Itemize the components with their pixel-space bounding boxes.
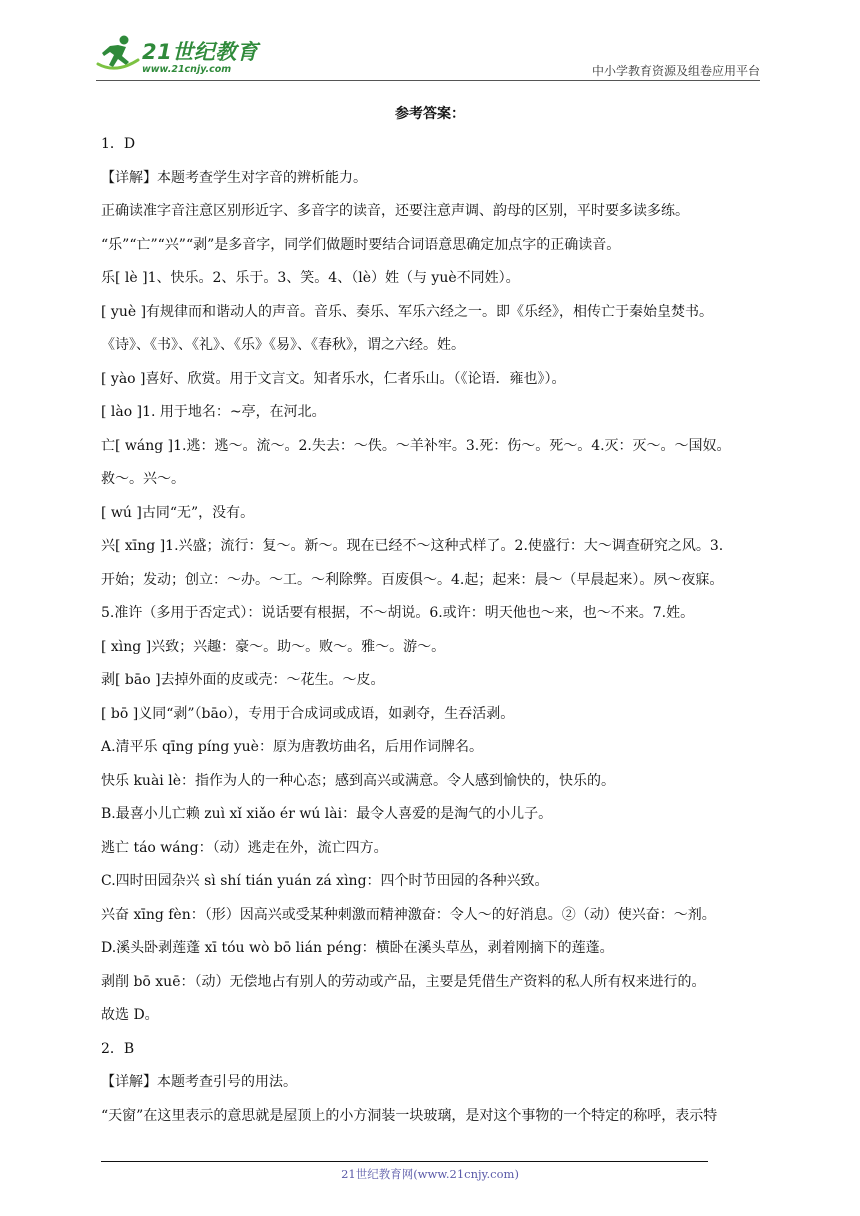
site-logo	[96, 34, 266, 80]
answer-line: 快乐 kuài lè：指作为人的一种心态；感到高兴或满意。令人感到愉快的，快乐的。	[101, 772, 615, 789]
answer-line: D.溪头卧剥莲蓬 xī tóu wò bō lián péng：横卧在溪头草丛，剥着刚摘下的莲蓬。	[101, 940, 614, 956]
page-header	[96, 28, 760, 80]
answer-line: 逃亡 táo wáng：（动）逃走在外，流亡四方。	[101, 839, 388, 856]
answer-line: “天窗”在这里表示的意思就是屋顶上的小方洞装一块玻璃，是对这个事物的一个特定的称呼，表示特	[101, 1107, 718, 1124]
answer-line: [ xìng ]兴致；兴趣：豪～。助～。败～。雅～。游～。	[101, 638, 446, 655]
answer-line: “乐”“亡”“兴”“剥”是多音字，同学们做题时要结合词语意思确定加点字的正确读音。	[101, 236, 621, 253]
page-title: 参考答案：	[395, 106, 465, 122]
answer-line: 开始；发动；创立：～办。～工。～利除弊。百废俱～。4.起；起来：晨～（早晨起来）。夙～夜寐。	[101, 571, 724, 588]
logo-text: 21世纪教育	[142, 40, 259, 64]
answer-line: 亡[ wáng ]1.逃：逃～。流～。2.失去：～佚。～羊补牢。3.死：伤～。死～。4.灭：灭～。～国奴。	[101, 437, 731, 454]
answer-line: 兴[ xīng ]1.兴盛；流行：复～。新～。现在已经不～这种式样了。2.使盛行：大～调查研究之风。3.	[101, 538, 724, 554]
logo-url: www.21cnjy.com	[142, 64, 232, 75]
footer-divider	[101, 1161, 708, 1162]
runner-logo-icon	[96, 34, 140, 74]
header-divider	[96, 80, 760, 81]
answer-line: 1．D	[101, 136, 136, 152]
answer-line: 《诗》、《书》、《礼》、《乐》《易》、《春秋》，谓之六经。姓。	[101, 337, 465, 353]
answer-line: 【详解】本题考查学生对字音的辨析能力。	[101, 169, 367, 186]
answer-line: [ lào ]1. 用于地名：~亭，在河北。	[101, 404, 326, 420]
answer-line: 救～。兴～。	[101, 471, 185, 487]
answer-content	[101, 128, 765, 1133]
answer-line: 5.准许（多用于否定式）：说话要有根据，不～胡说。6.或许：明天他也～来，也～不来。7.姓。	[101, 605, 695, 621]
answer-line: B.最喜小儿亡赖 zuì xǐ xiǎo ér wú lài：最令人喜爱的是淘气的小儿子。	[101, 806, 553, 822]
answer-line: [ wú ]古同“无”，没有。	[101, 504, 255, 521]
answer-line: 兴奋 xīng fèn：（形）因高兴或受某种刺激而精神激奋：令人～的好消息。②（动）使兴奋：～剂。	[101, 906, 716, 923]
answer-line: A.清平乐 qīng píng yuè：原为唐教坊曲名，后用作词牌名。	[101, 739, 483, 755]
answer-line: C.四时田园杂兴 sì shí tián yuán zá xìng：四个时节田园的各种兴致。	[101, 873, 549, 889]
answer-line: [ bō ]义同“剥”（bāo），专用于合成词或成语，如剥夺，生吞活剥。	[101, 705, 515, 722]
answer-line: [ yuè ]有规律而和谐动人的声音。音乐、奏乐、军乐六经之一。即《乐经》，相传亡于秦始皇焚书。	[101, 303, 714, 320]
answer-line: 正确读准字音注意区别形近字、多音字的读音，还要注意声调、韵母的区别，平时要多读多练。	[101, 203, 689, 219]
answer-line: 剥[ bāo ]去掉外面的皮或壳：～花生。～皮。	[101, 672, 385, 688]
answer-line: 故选 D。	[101, 1007, 159, 1023]
footer-link[interactable]: 21世纪教育网(www.21cnjy.com)	[341, 1167, 519, 1181]
answer-line: [ yào ]喜好、欣赏。用于文言文。知者乐水，仁者乐山。（《论语．雍也》）。	[101, 370, 566, 387]
platform-name: 中小学教育资源及组卷应用平台	[591, 64, 760, 78]
answer-line: 乐[ lè ]1、快乐。2、乐于。3、笑。4、（lè）姓（与 yuè不同姓）。	[101, 270, 520, 286]
answer-line: 剥削 bō xuē：（动）无偿地占有别人的劳动或产品，主要是凭借生产资料的私人所有权来进行的。	[101, 973, 706, 990]
answer-line: 2．B	[101, 1040, 135, 1057]
answer-line: 【详解】本题考查引号的用法。	[101, 1074, 297, 1090]
